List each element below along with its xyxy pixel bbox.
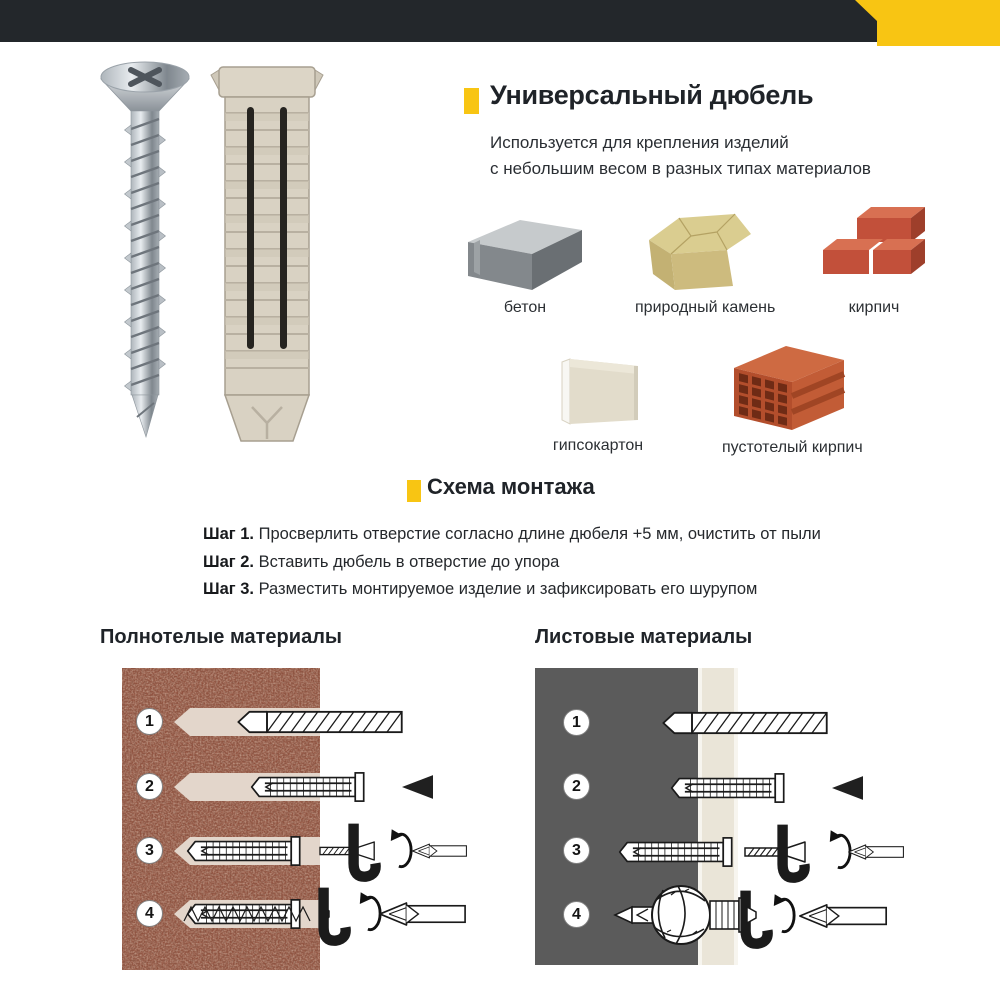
brick-icon: [821, 202, 927, 292]
title-accent-bar: [464, 88, 479, 114]
step-badge: 1: [136, 708, 163, 735]
dowel-icon: [672, 774, 784, 802]
sheet-materials-diagram: [535, 668, 905, 978]
material-item-drywall: [543, 350, 653, 455]
rotate-arrow-icon: [774, 894, 794, 931]
drywall-icon: [550, 350, 646, 430]
step-line-3: [203, 576, 893, 604]
step-label: Шаг 3.: [203, 580, 254, 598]
assembly-title: Схема монтажа: [427, 474, 595, 499]
screw-and-dowel-product-image: [90, 55, 325, 460]
product-description: [490, 130, 871, 182]
step-badge: 2: [563, 773, 590, 800]
push-arrow-icon: [832, 776, 863, 800]
step-badge: 3: [136, 837, 163, 864]
material-label: пустотелый кирпич: [722, 439, 863, 456]
dowel-inserted-icon: [188, 837, 300, 865]
rotate-arrow-icon: [360, 892, 380, 929]
drill-bit-icon: [663, 713, 826, 733]
rotate-arrow-icon: [391, 829, 411, 866]
step-text: Разместить монтируемое изделие и зафиксировать его шурупом: [258, 580, 758, 598]
material-item-stone: [635, 206, 776, 317]
step-text: Вставить дюбель в отверстие до упора: [258, 552, 560, 571]
dowel-icon: [252, 773, 364, 801]
description-line1: Используется для крепления изделий: [490, 133, 789, 152]
natural-stone-icon: [639, 206, 757, 292]
hollow-brick-icon: [726, 340, 850, 432]
material-label: кирпич: [848, 299, 900, 316]
hook-icon: [324, 888, 346, 941]
screwdriver-icon: [800, 905, 886, 927]
description-line2: с небольшим весом в разных типах материалов: [490, 159, 871, 178]
sheet-materials-title: Листовые материалы: [535, 626, 753, 648]
sheet-materials-diagram-art: [535, 668, 905, 978]
step-line-1: [203, 521, 893, 549]
rotate-arrow-icon: [830, 830, 850, 867]
assembly-steps: [203, 521, 893, 604]
push-arrow-icon: [402, 775, 433, 799]
dowel-inserted-icon: [620, 838, 732, 866]
step-badge: 4: [563, 901, 590, 928]
material-item-concrete: [462, 212, 588, 317]
assembly-accent-bar: [407, 480, 421, 502]
screw-head-icon: [747, 907, 756, 923]
concrete-block-icon: [462, 212, 588, 292]
step-text: Просверлить отверстие согласно длине дюбеля +5 мм, очистить от пыли: [258, 525, 821, 543]
material-label: природный камень: [635, 299, 776, 316]
material-label: бетон: [503, 299, 547, 316]
screw-shank-icon: [745, 842, 805, 862]
step-badge: 4: [136, 900, 163, 927]
top-bar: [0, 0, 878, 42]
dowel-image: [211, 67, 323, 441]
step-badge: 3: [563, 837, 590, 864]
material-item-brick: [816, 202, 932, 317]
screwdriver-icon: [849, 845, 904, 859]
material-item-hollow-brick: [722, 340, 863, 457]
solid-materials-diagram-art: [122, 668, 467, 978]
screwdriver-icon: [413, 844, 467, 858]
page-title: Универсальный дюбель: [490, 80, 814, 110]
step-badge: 2: [136, 773, 163, 800]
screwdriver-icon: [380, 903, 465, 925]
screw-shank-icon: [320, 842, 374, 860]
step-badge: 1: [563, 709, 590, 736]
screw-image: [101, 62, 189, 437]
step-label: Шаг 2.: [203, 552, 254, 571]
solid-materials-title: Полнотелые материалы: [100, 626, 342, 648]
step-line-2: [203, 549, 893, 577]
solid-materials-diagram: [122, 668, 467, 978]
drill-bit-icon: [238, 712, 401, 732]
step-label: Шаг 1.: [203, 525, 254, 543]
material-label: гипсокартон: [552, 437, 644, 454]
